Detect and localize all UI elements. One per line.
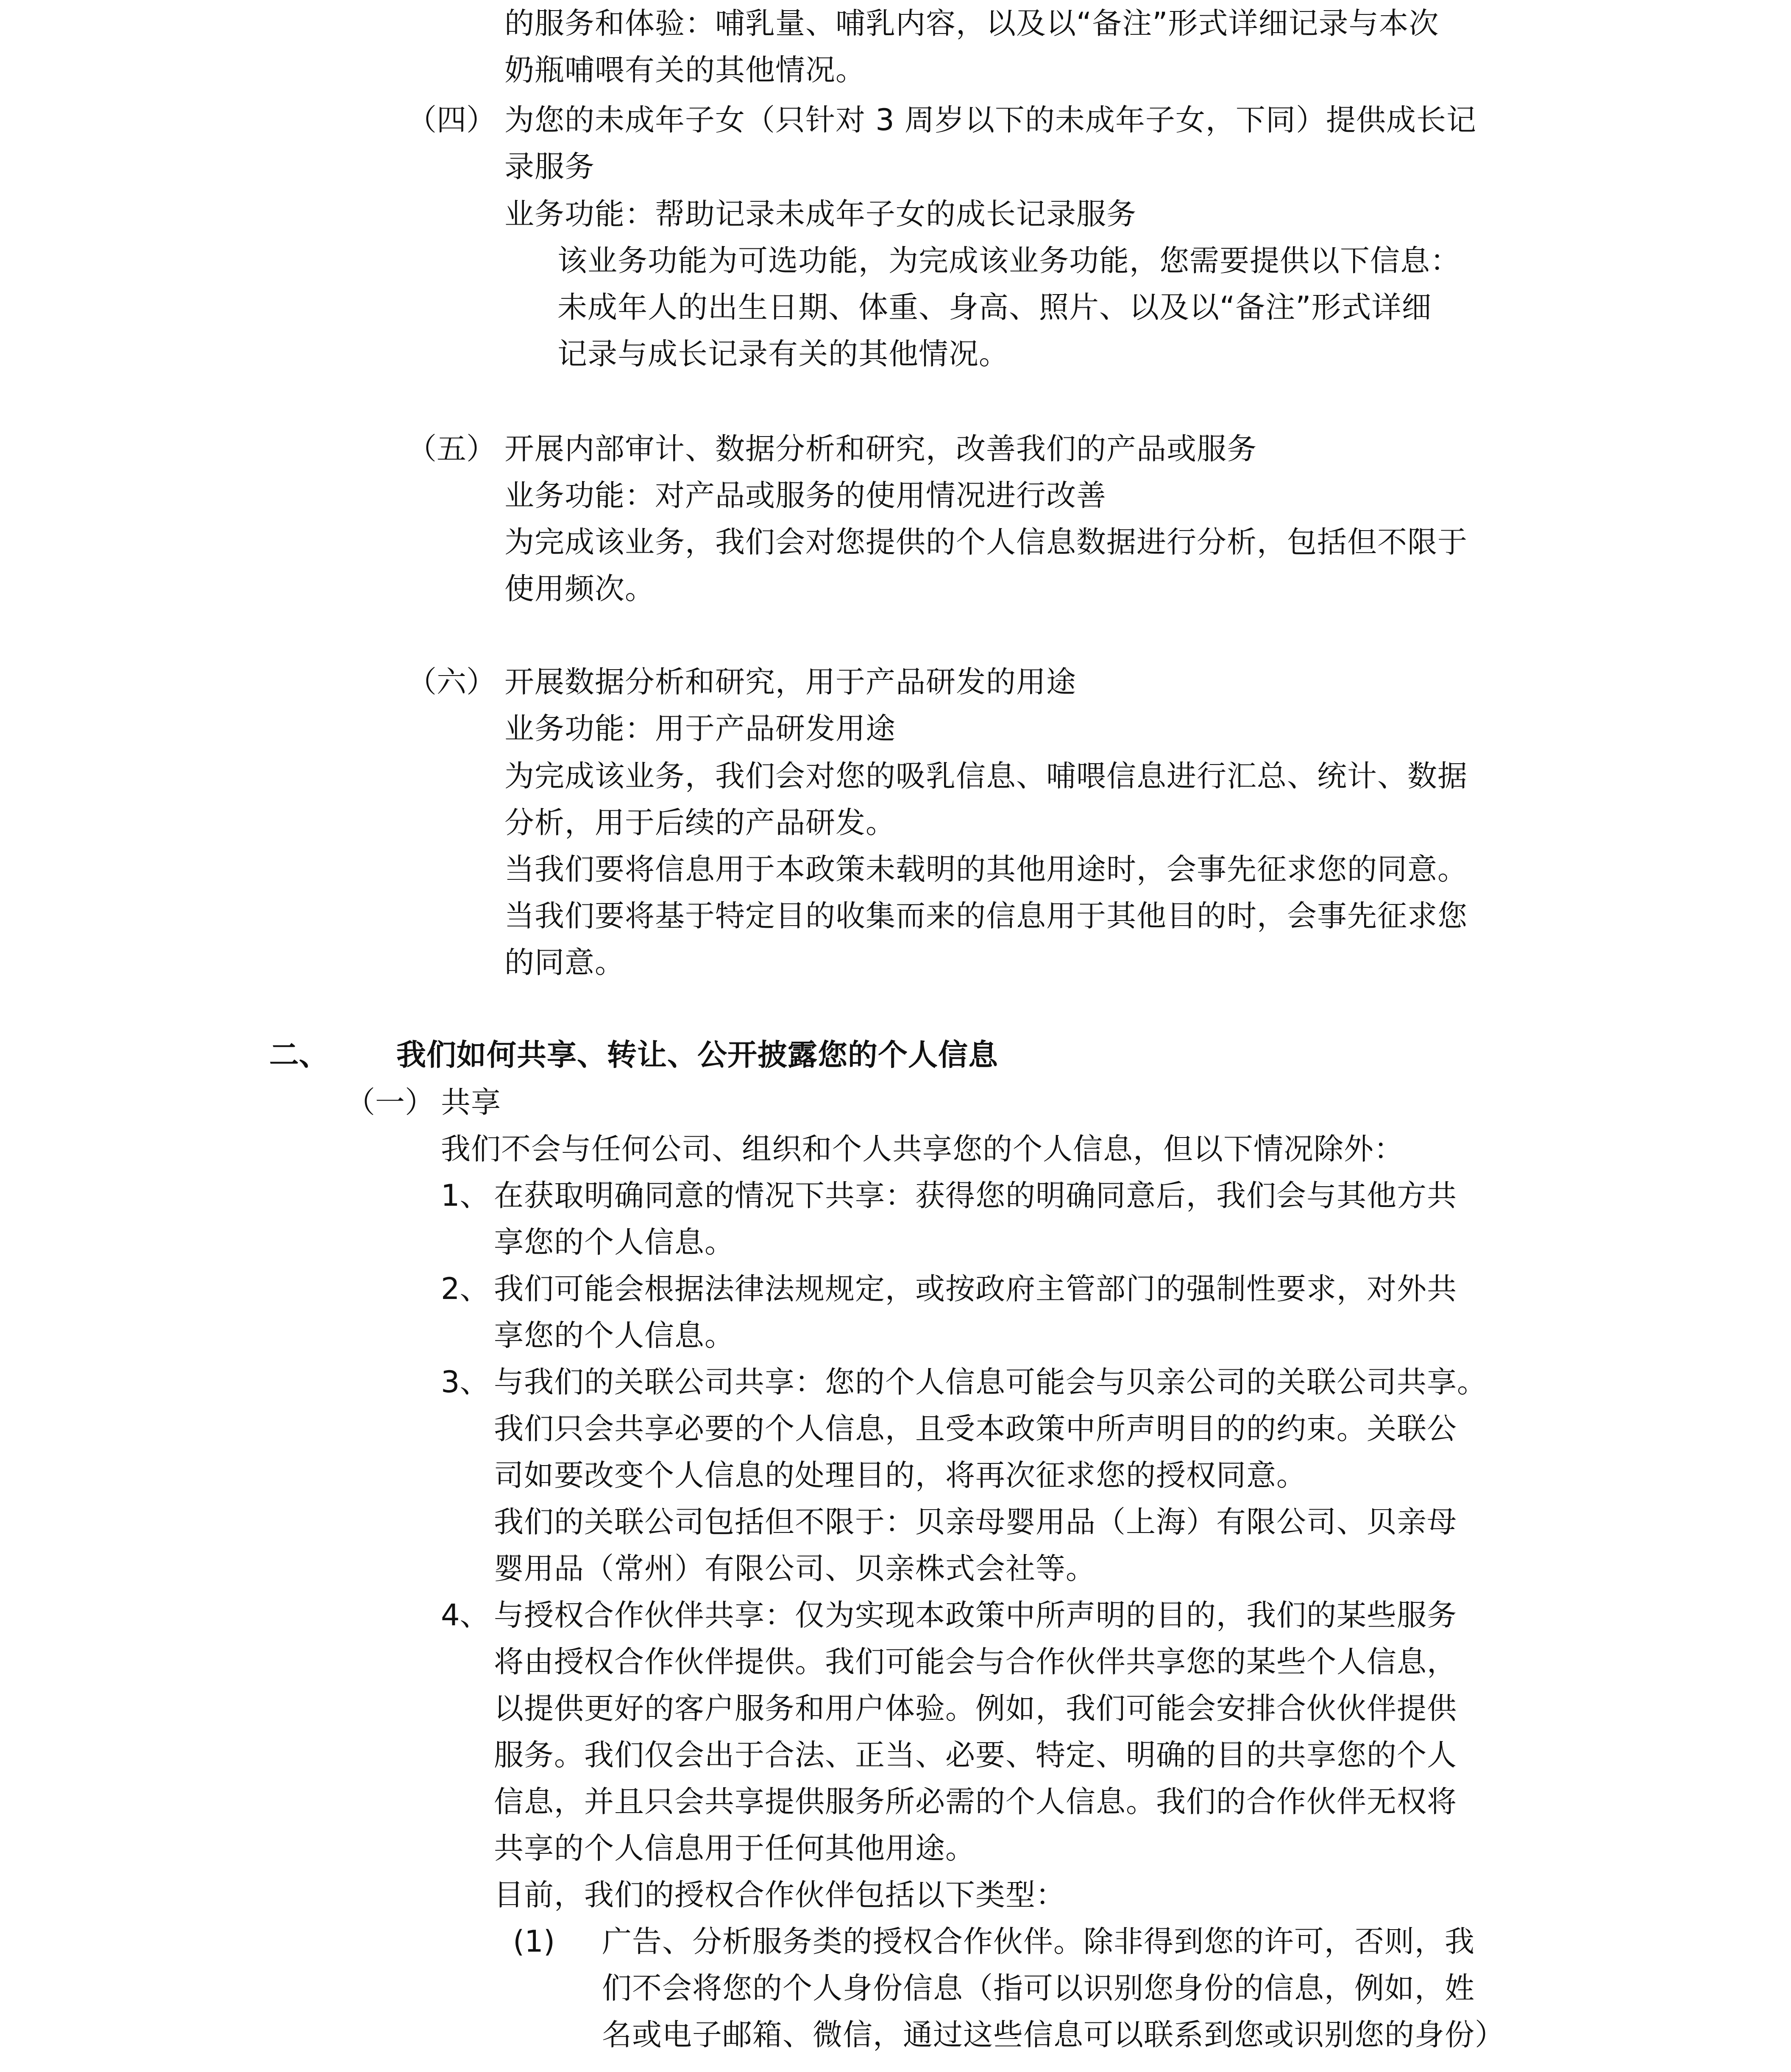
list-item-text: 目前，我们的授权合作伙伴包括以下类型： <box>494 1877 1066 1912</box>
sub-list-number: (1) <box>513 1924 555 1959</box>
list-item-text: 享您的个人信息。 <box>494 1225 735 1260</box>
list-number: 4、 <box>441 1598 490 1633</box>
list-item-text: 享您的个人信息。 <box>494 1318 735 1353</box>
section-title: 共享 <box>441 1085 501 1120</box>
sub-list-text: 名或电子邮箱、微信，通过这些信息可以联系到您或识别您的身份） <box>602 2017 1505 2052</box>
text-line: 记录与成长记录有关的其他情况。 <box>557 337 1009 371</box>
list-item-text: 我们只会共享必要的个人信息，且受本政策中所声明目的的约束。关联公 <box>494 1411 1457 1446</box>
list-item-text: 信息，并且只会共享提供服务所必需的个人信息。我们的合作伙伴无权将 <box>494 1784 1457 1819</box>
list-item-text: 将由授权合作伙伴提供。我们可能会与合作伙伴共享您的某些个人信息， <box>494 1644 1457 1679</box>
text-line: 分析，用于后续的产品研发。 <box>504 805 896 840</box>
text-line: 该业务功能为可选功能，为完成该业务功能，您需要提供以下信息： <box>557 243 1460 278</box>
section-title: 为您的未成年子女（只针对 3 周岁以下的未成年子女，下同）提供成长记 <box>504 103 1477 137</box>
section-number: （六） <box>407 665 496 699</box>
section-title: 开展内部审计、数据分析和研究，改善我们的产品或服务 <box>504 431 1257 466</box>
list-item-text: 我们的关联公司包括但不限于：贝亲母婴用品（上海）有限公司、贝亲母 <box>494 1505 1457 1539</box>
text-line: 当我们要将基于特定目的收集而来的信息用于其他目的时，会事先征求您 <box>504 898 1468 933</box>
section-title: 开展数据分析和研究，用于产品研发的用途 <box>504 665 1076 699</box>
business-function: 业务功能：帮助记录未成年子女的成长记录服务 <box>504 197 1136 231</box>
text-line: 我们不会与任何公司、组织和个人共享您的个人信息，但以下情况除外： <box>441 1132 1404 1166</box>
list-number: 3、 <box>441 1365 490 1399</box>
sub-list-text: 广告、分析服务类的授权合作伙伴。除非得到您的许可，否则，我 <box>602 1924 1475 1959</box>
text-line: 为完成该业务，我们会对您提供的个人信息数据进行分析，包括但不限于 <box>504 525 1468 559</box>
section-number: （四） <box>407 103 496 137</box>
chapter-number: 二、 <box>269 1037 329 1072</box>
list-item-text: 司如要改变个人信息的处理目的，将再次征求您的授权同意。 <box>494 1458 1306 1493</box>
sub-list-text: 们不会将您的个人身份信息（指可以识别您身份的信息，例如，姓 <box>602 1971 1475 2005</box>
list-item-text: 我们可能会根据法律法规规定，或按政府主管部门的强制性要求，对外共 <box>494 1271 1457 1306</box>
text-line: 当我们要将信息用于本政策未载明的其他用途时，会事先征求您的同意。 <box>504 852 1468 887</box>
list-item-text: 婴用品（常州）有限公司、贝亲株式会社等。 <box>494 1551 1096 1586</box>
list-number: 1、 <box>441 1178 490 1213</box>
business-function: 业务功能：对产品或服务的使用情况进行改善 <box>504 478 1106 513</box>
business-function: 业务功能：用于产品研发用途 <box>504 711 896 746</box>
section-number: （五） <box>407 431 496 466</box>
text-line: 的同意。 <box>504 945 625 980</box>
list-item-text: 以提供更好的客户服务和用户体验。例如，我们可能会安排合伙伙伴提供 <box>494 1691 1457 1726</box>
text-line: 奶瓶哺喂有关的其他情况。 <box>504 53 866 87</box>
text-line: 未成年人的出生日期、体重、身高、照片、以及以“备注”形式详细 <box>557 290 1432 325</box>
text-line: 的服务和体验：哺乳量、哺乳内容，以及以“备注”形式详细记录与本次 <box>504 6 1439 41</box>
list-number: 2、 <box>441 1271 490 1306</box>
list-item-text: 服务。我们仅会出于合法、正当、必要、特定、明确的目的共享您的个人 <box>494 1738 1457 1772</box>
list-item-text: 与我们的关联公司共享：您的个人信息可能会与贝亲公司的关联公司共享。 <box>494 1365 1487 1399</box>
section-title: 录服务 <box>504 149 595 184</box>
list-item-text: 与授权合作伙伴共享：仅为实现本政策中所声明的目的，我们的某些服务 <box>494 1598 1457 1633</box>
text-line: 使用频次。 <box>504 571 655 606</box>
list-item-text: 共享的个人信息用于任何其他用途。 <box>494 1831 975 1866</box>
text-line: 为完成该业务，我们会对您的吸乳信息、哺喂信息进行汇总、统计、数据 <box>504 759 1468 793</box>
chapter-heading: 我们如何共享、转让、公开披露您的个人信息 <box>396 1037 998 1072</box>
list-item-text: 在获取明确同意的情况下共享：获得您的明确同意后，我们会与其他方共 <box>494 1178 1457 1213</box>
section-number: （一） <box>345 1085 435 1120</box>
